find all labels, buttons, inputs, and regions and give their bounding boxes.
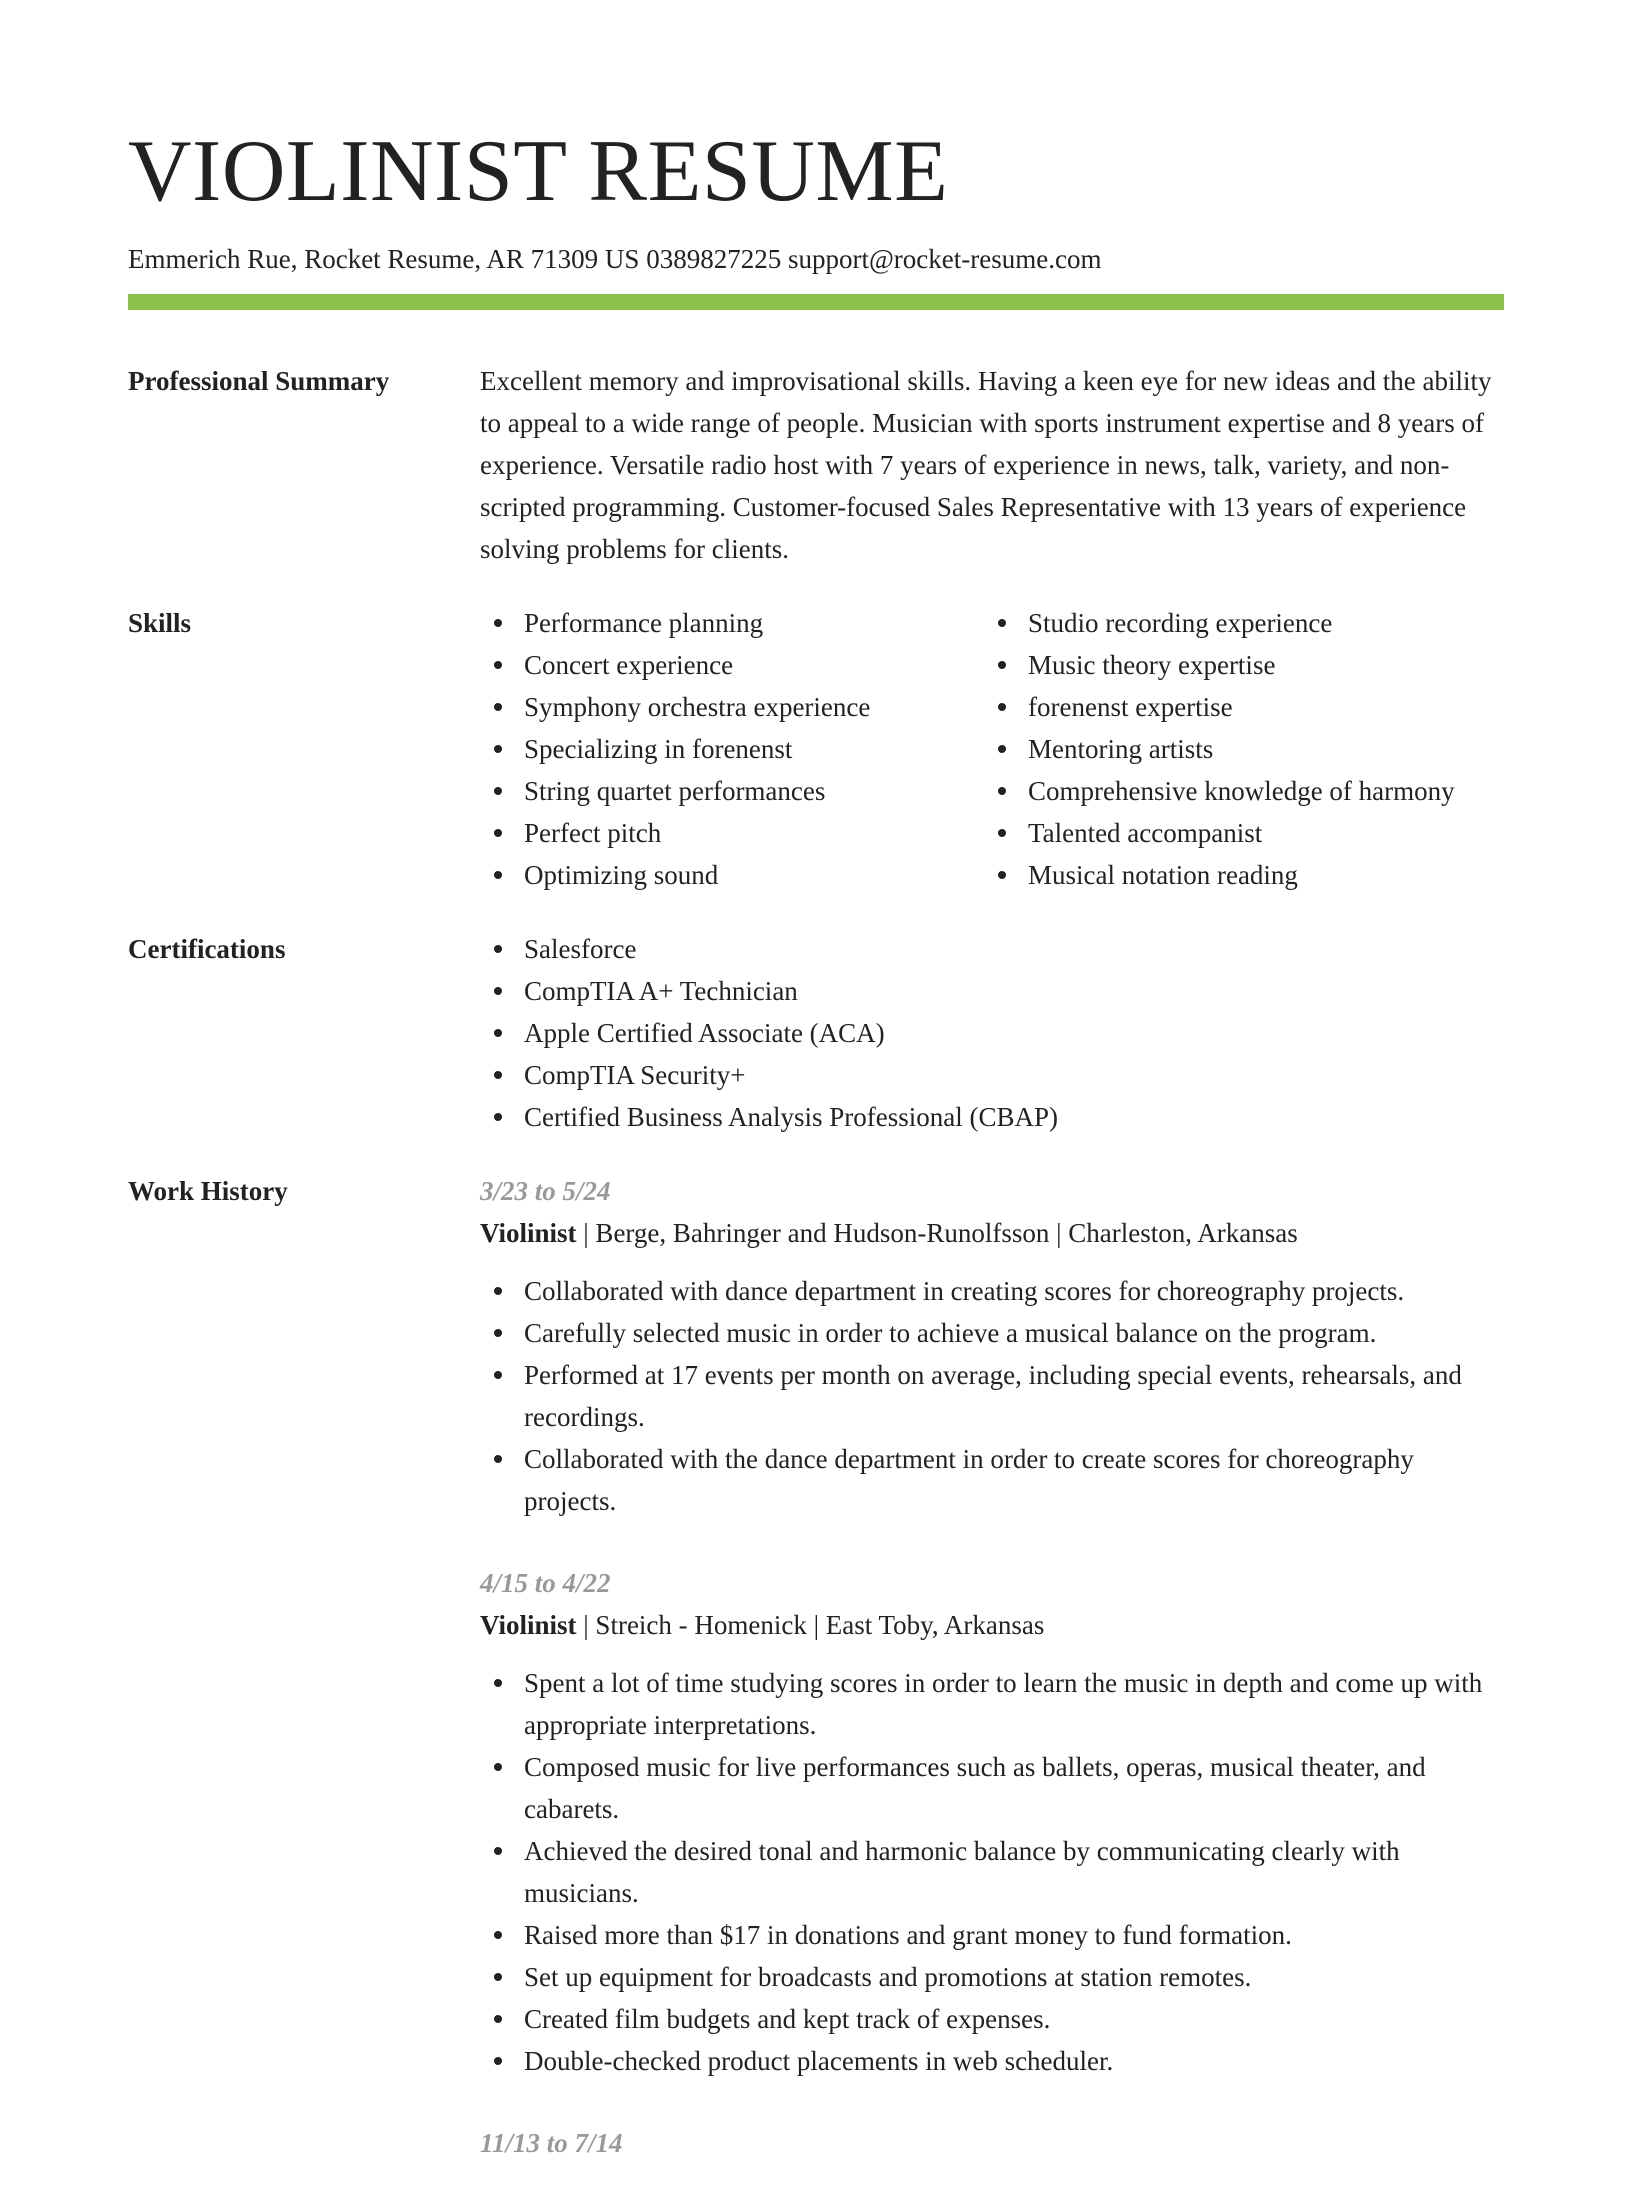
skill-item: Mentoring artists	[984, 728, 1488, 770]
job-duty-item: Created film budgets and kept track of expenses.	[480, 1998, 1504, 2040]
skill-item: Musical notation reading	[984, 854, 1488, 896]
job-duty-item: Spent a lot of time studying scores in order to learn the music in depth and come up with appropriate interpretations.	[480, 1662, 1504, 1746]
skills-columns	[480, 602, 1504, 896]
resume-title: VIOLINIST RESUME	[128, 123, 949, 220]
job-entry	[480, 1170, 1504, 1522]
certifications-section	[128, 928, 1504, 1138]
job-title: Violinist	[480, 1218, 577, 1248]
certifications-list	[480, 928, 1504, 1138]
skill-item: Performance planning	[480, 602, 984, 644]
skill-item: String quartet performances	[480, 770, 984, 812]
certification-item: Certified Business Analysis Professional (CBAP)	[480, 1096, 1504, 1138]
skills-list-right	[984, 602, 1488, 896]
skill-item: Specializing in forenenst	[480, 728, 984, 770]
skill-item: Comprehensive knowledge of harmony	[984, 770, 1488, 812]
job-dates: 3/23 to 5/24	[480, 1176, 611, 1206]
job-duty-item: Collaborated with dance department in creating scores for choreography projects.	[480, 1270, 1504, 1312]
skill-item: forenenst expertise	[984, 686, 1488, 728]
job-duties-list	[480, 1662, 1504, 2082]
section-label-skills: Skills	[128, 608, 192, 638]
job-dates: 4/15 to 4/22	[480, 1568, 611, 1598]
summary-section	[128, 360, 1504, 570]
section-label-work-history: Work History	[128, 1176, 288, 1206]
job-heading	[480, 1212, 1504, 1254]
job-duty-item: Performed at 17 events per month on average, including special events, rehearsals, and recordings.	[480, 1354, 1504, 1438]
job-duties-list	[480, 1270, 1504, 1522]
certification-item: CompTIA A+ Technician	[480, 970, 1504, 1012]
certifications-body	[480, 928, 1504, 1138]
skill-item: Studio recording experience	[984, 602, 1488, 644]
work-history-body	[480, 1170, 1504, 2204]
skill-item: Perfect pitch	[480, 812, 984, 854]
certification-item: Salesforce	[480, 928, 1504, 970]
section-label-summary: Professional Summary	[128, 366, 390, 396]
job-employer-location: | Berge, Bahringer and Hudson-Runolfsson | Charleston, Arkansas	[576, 1218, 1298, 1248]
certification-item: CompTIA Security+	[480, 1054, 1504, 1096]
job-duty-item: Carefully selected music in order to achieve a musical balance on the program.	[480, 1312, 1504, 1354]
job-title: Violinist	[480, 1610, 577, 1640]
job-duty-item: Raised more than $17 in donations and grant money to fund formation.	[480, 1914, 1504, 1956]
job-entry	[480, 2122, 1504, 2164]
job-duty-item: Double-checked product placements in web scheduler.	[480, 2040, 1504, 2082]
job-entry	[480, 1562, 1504, 2082]
job-employer-location: | Streich - Homenick | East Toby, Arkansas	[576, 1610, 1045, 1640]
job-heading	[480, 1604, 1504, 1646]
job-dates: 11/13 to 7/14	[480, 2128, 623, 2158]
skill-item: Symphony orchestra experience	[480, 686, 984, 728]
certification-item: Apple Certified Associate (ACA)	[480, 1012, 1504, 1054]
skills-section	[128, 602, 1504, 896]
job-duty-item: Set up equipment for broadcasts and promotions at station remotes.	[480, 1956, 1504, 1998]
accent-divider	[128, 294, 1504, 310]
contact-line: Emmerich Rue, Rocket Resume, AR 71309 US 0389827225 support@rocket-resume.com	[128, 244, 1102, 274]
job-duty-item: Composed music for live performances such as ballets, operas, musical theater, and cabarets.	[480, 1746, 1504, 1830]
resume-page	[128, 0, 1504, 2204]
skill-item: Music theory expertise	[984, 644, 1488, 686]
job-duty-item: Collaborated with the dance department in order to create scores for choreography projects.	[480, 1438, 1504, 1522]
job-duty-item: Achieved the desired tonal and harmonic balance by communicating clearly with musicians.	[480, 1830, 1504, 1914]
summary-text: Excellent memory and improvisational skills. Having a keen eye for new ideas and the ability to appeal to a wide range of people. Musician with sports instrument expertise and 8 years of experience. Versatile radio host with 7 years of experience in news, talk, variety, and non-scripted programming. Customer-focused Sales Representative with 13 years of experience solving problems for clients.	[480, 366, 1492, 564]
section-label-certifications: Certifications	[128, 934, 286, 964]
skills-list-left	[480, 602, 984, 896]
skill-item: Concert experience	[480, 644, 984, 686]
work-history-section	[128, 1170, 1504, 2204]
skill-item: Optimizing sound	[480, 854, 984, 896]
skill-item: Talented accompanist	[984, 812, 1488, 854]
